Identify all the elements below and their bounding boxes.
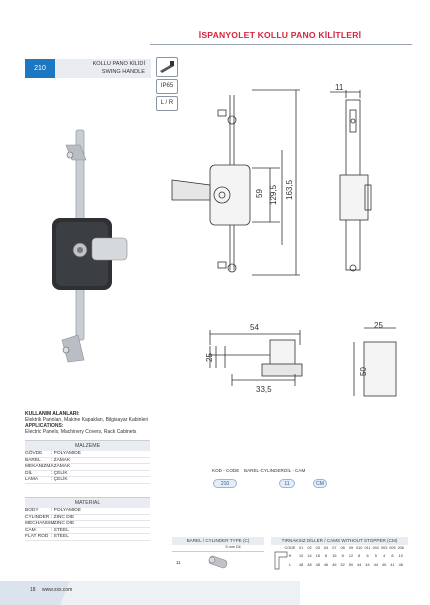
cam-cell-codes: 011 xyxy=(364,546,371,550)
cam-cell-l: 40 xyxy=(382,563,387,567)
cam-cell-h: 8 xyxy=(341,554,344,558)
dim-163: 163,5 xyxy=(285,179,294,200)
cam-cell-l: 48 xyxy=(315,563,320,567)
cam-cell-codes: 206 xyxy=(397,546,404,550)
ip-rating-badge: IP65 xyxy=(156,79,178,94)
cam-cell-h: 6 xyxy=(366,554,369,558)
cam-cell-h: 10 xyxy=(398,554,403,558)
barel-subheading: 5 mm Dil xyxy=(225,545,241,549)
cam-cell-codes: 002 xyxy=(372,546,379,550)
cam-cell-codes: 09 xyxy=(348,546,354,550)
cam-cell-l: 44 xyxy=(373,563,378,567)
malzeme-table xyxy=(25,440,150,484)
cam-cell-l: 44 xyxy=(357,563,362,567)
cylinder-drawing xyxy=(354,328,396,396)
applications-heading-en: APPLICATIONS: xyxy=(25,423,64,429)
cam-cell-h: 8 xyxy=(324,554,328,558)
dim-25-side: 25 xyxy=(205,353,214,362)
table-row: BAREL : ZAMAK xyxy=(25,458,150,465)
dim-54: 54 xyxy=(250,323,259,332)
material-table xyxy=(25,497,150,541)
table-row: LAMA : ÇELİK xyxy=(25,477,150,484)
cam-cell-h: 4 xyxy=(383,554,386,558)
cam-cell-h: 5 xyxy=(374,554,377,558)
dim-11: 11 xyxy=(335,83,344,92)
cam-cell-codes: 03 xyxy=(315,546,320,550)
cam-cell-h: 18 xyxy=(315,554,320,558)
table-row: GÖVDE : POLYAMIDE xyxy=(25,451,150,458)
h-row-label: H xyxy=(288,554,292,558)
cam-cell-codes: 07 xyxy=(332,546,337,550)
barel-table xyxy=(172,537,264,573)
cam-cell-h: 10 xyxy=(299,554,304,558)
table-row: FLAT ROD : STEEL xyxy=(25,534,150,541)
l-row-label: L xyxy=(288,563,292,567)
cam-cell-l: 46 xyxy=(332,563,337,567)
front-view-drawing xyxy=(172,90,300,275)
material-heading: MATERIAL xyxy=(25,497,150,508)
page-number: 18 xyxy=(30,587,36,593)
cam-value-pill: CM xyxy=(313,479,327,488)
table-row: BODY : POLYAMIDE xyxy=(25,508,150,515)
product-code: 210 xyxy=(25,59,55,78)
website-link[interactable]: www.xxx.com xyxy=(42,587,73,593)
cam-cell-h: 16 xyxy=(332,554,337,558)
cam-cell-l: 46 xyxy=(323,563,329,567)
dim-50: 50 xyxy=(359,367,368,376)
cam-cell-codes: 010 xyxy=(356,546,363,550)
cam-cell-h: 8 xyxy=(391,554,394,558)
malzeme-heading: MALZEME xyxy=(25,440,150,451)
page-title: İSPANYOLET KOLLU PANO KİLİTLERİ xyxy=(198,30,362,40)
cam-cell-h: 8 xyxy=(358,554,361,558)
dim-59: 59 xyxy=(255,189,264,198)
cam-icon xyxy=(273,549,291,571)
cylinder-label: BAREL-CYLINDER xyxy=(244,468,284,473)
table-row: MECHANISM: ZINC DIE xyxy=(25,521,150,528)
cam-table xyxy=(271,537,408,573)
cam-cell-codes: 04 xyxy=(323,546,329,550)
cam-label: DİL - CAM xyxy=(284,468,306,473)
cam-cell-h: 12 xyxy=(348,554,354,558)
cam-cell-l: 48 xyxy=(299,563,304,567)
applications-heading-tr: KULLANIM ALANLARI: xyxy=(25,411,80,417)
product-photo xyxy=(52,130,127,362)
table-row: CAM : STEEL xyxy=(25,528,150,535)
code-label: KOD - CODE xyxy=(212,468,240,473)
code-value-pill: 210 xyxy=(213,479,237,488)
barel-heading: BAREL / CYLINDER TYPE (C) xyxy=(172,537,264,545)
dim-129: 129,5 xyxy=(269,184,278,205)
cam-cell-l: 50 xyxy=(348,563,354,567)
cam-cell-l: 48 xyxy=(307,563,312,567)
cam-cell-codes: 005 xyxy=(389,546,396,550)
left-right-badge: L / R xyxy=(156,96,178,111)
cam-cell-l: 44 xyxy=(365,563,370,567)
product-name-tr: KOLLU PANO KİLİDİ xyxy=(92,61,145,67)
barel-row-label: 11 xyxy=(176,560,181,565)
applications-text-tr: Elektrik Panoları, Makine Kapakları, Bilgisayar Kabinleri xyxy=(25,417,149,423)
code-row-label: CODE xyxy=(284,546,296,550)
dim-33: 33,5 xyxy=(256,385,272,394)
cam-cell-l: 41 xyxy=(390,563,395,567)
cam-cell-codes: 08 xyxy=(340,546,345,550)
cylinder-icon xyxy=(206,554,236,572)
cam-cell-l: 52 xyxy=(340,563,345,567)
table-row: MEKANIZMA: ZAMAK xyxy=(25,464,150,471)
cam-heading: TIRNAKSIZ DİLLER / CAMS WITHOUT STOPPER (CM) xyxy=(271,537,408,545)
bottom-view-drawing xyxy=(210,330,302,386)
table-row: CYLINDER : ZINC DIE xyxy=(25,515,150,522)
cam-cell-l: 48 xyxy=(398,563,403,567)
cam-cell-h: 14 xyxy=(307,554,312,558)
cam-cell-codes: 003 xyxy=(380,546,388,550)
dim-25-key: 25 xyxy=(374,321,383,330)
applications-text-en: Electric Panels, Machinery Covers, Rack Cabinets xyxy=(25,429,137,435)
product-name-en: SWING HANDLE xyxy=(101,68,145,75)
side-view-drawing xyxy=(330,90,371,271)
table-row: DİL : ÇELİK xyxy=(25,471,150,478)
cam-cell-codes: 01 xyxy=(299,546,304,550)
cylinder-value-pill: 11 xyxy=(279,479,295,488)
cam-cell-codes: 02 xyxy=(307,546,312,550)
